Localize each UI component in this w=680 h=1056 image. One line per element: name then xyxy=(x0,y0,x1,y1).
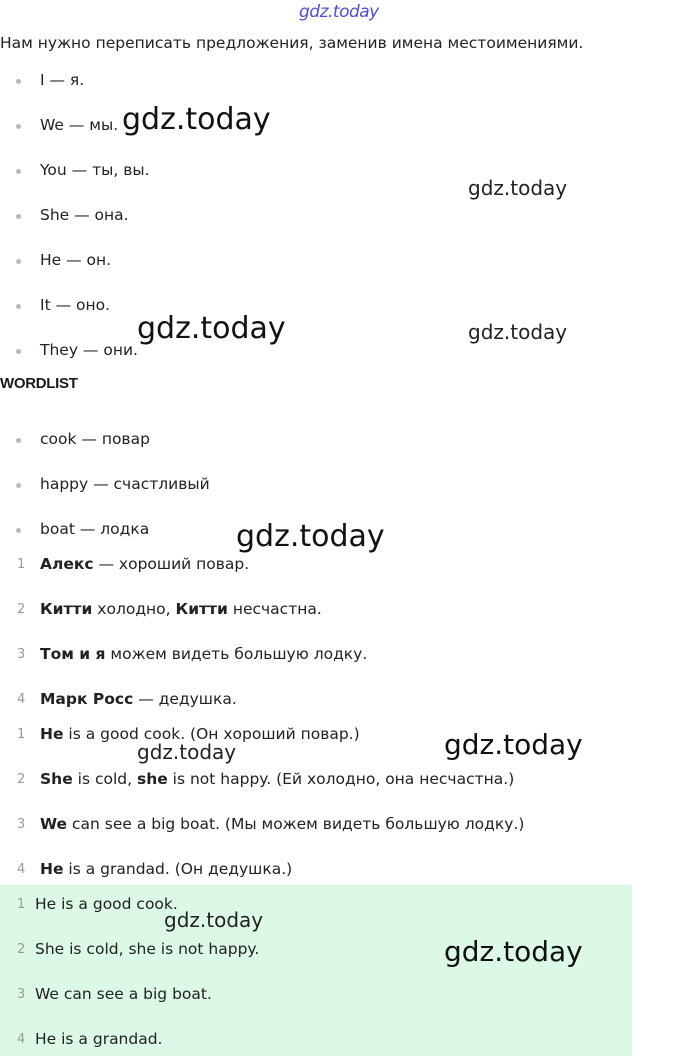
list-item: She is cold, she is not happy. (Ей холодно, она несчастна.) xyxy=(40,770,515,788)
list-item: He is a good cook. xyxy=(35,895,178,913)
intro-text: Нам нужно переписать предложения, заменив имена местоимениями. xyxy=(0,34,584,52)
list-item: He is a good cook. (Он хороший повар.) xyxy=(40,725,360,743)
watermark: gdz.today xyxy=(444,935,583,968)
item-number: 3 xyxy=(17,987,26,1002)
item-number: 1 xyxy=(17,557,26,572)
watermark: gdz.today xyxy=(137,311,286,346)
list-item: They — они. xyxy=(40,341,138,359)
item-number: 3 xyxy=(17,817,26,832)
list-item: We can see a big boat. xyxy=(35,985,212,1003)
list-item: She — она. xyxy=(40,206,129,224)
bullet-icon xyxy=(16,169,21,174)
list-item: Алекс — хороший повар. xyxy=(40,555,250,573)
top-watermark: gdz.today xyxy=(299,2,379,22)
watermark: gdz.today xyxy=(164,908,264,932)
item-number: 2 xyxy=(17,602,26,617)
bullet-icon xyxy=(16,438,21,443)
list-item: Китти холодно, Китти несчастна. xyxy=(40,600,322,618)
item-number: 2 xyxy=(17,772,26,787)
list-item: boat — лодка xyxy=(40,520,150,538)
list-item: We can see a big boat. (Мы можем видеть большую лодку.) xyxy=(40,815,525,833)
item-number: 3 xyxy=(17,647,26,662)
list-item: He is a grandad. xyxy=(35,1030,163,1048)
item-number: 1 xyxy=(17,727,26,742)
bullet-icon xyxy=(16,124,21,129)
bullet-icon xyxy=(16,528,21,533)
list-item: cook — повар xyxy=(40,430,150,448)
wordlist-heading: WORDLIST xyxy=(0,375,78,392)
item-number: 2 xyxy=(17,942,26,957)
watermark: gdz.today xyxy=(444,728,583,761)
list-item: Том и я можем видеть большую лодку. xyxy=(40,645,368,663)
list-item: He — он. xyxy=(40,251,112,269)
item-number: 4 xyxy=(17,1032,26,1047)
list-item: You — ты, вы. xyxy=(40,161,150,179)
bullet-icon xyxy=(16,79,21,84)
list-item: He is a grandad. (Он дедушка.) xyxy=(40,860,293,878)
bullet-icon xyxy=(16,483,21,488)
item-number: 4 xyxy=(17,692,26,707)
item-number: 4 xyxy=(17,862,26,877)
list-item: I — я. xyxy=(40,71,85,89)
bullet-icon xyxy=(16,304,21,309)
watermark: gdz.today xyxy=(468,320,568,344)
list-item: It — оно. xyxy=(40,296,111,314)
list-item: She is cold, she is not happy. xyxy=(35,940,260,958)
bullet-icon xyxy=(16,349,21,354)
watermark: gdz.today xyxy=(122,102,271,137)
bullet-icon xyxy=(16,259,21,264)
bullet-icon xyxy=(16,214,21,219)
watermark: gdz.today xyxy=(468,176,568,200)
item-number: 1 xyxy=(17,897,26,912)
watermark: gdz.today xyxy=(236,519,385,554)
watermark: gdz.today xyxy=(137,740,237,764)
list-item: Марк Росс — дедушка. xyxy=(40,690,237,708)
list-item: happy — счастливый xyxy=(40,475,210,493)
list-item: We — мы. xyxy=(40,116,119,134)
